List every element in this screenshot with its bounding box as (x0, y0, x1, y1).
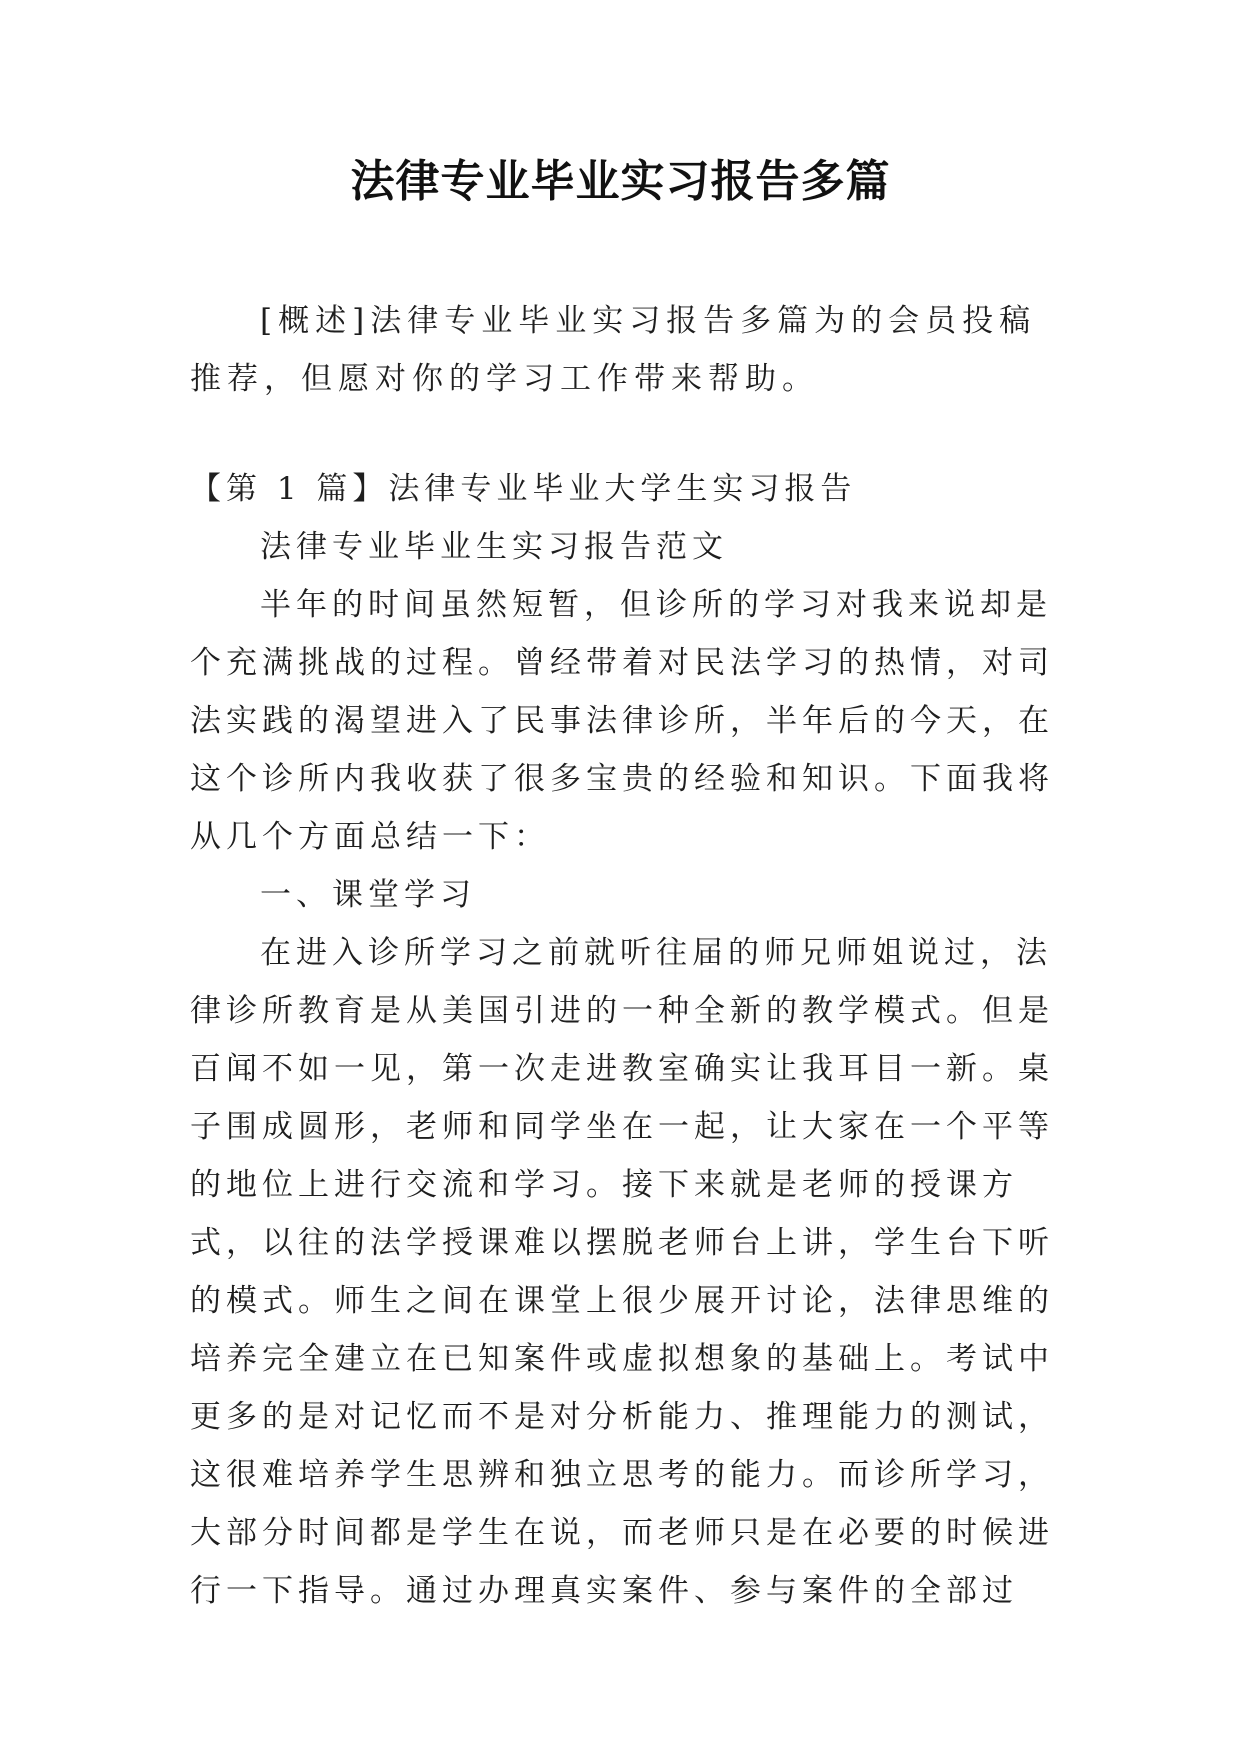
document-title: 法律专业毕业实习报告多篇 (350, 156, 891, 207)
summary-block (190, 292, 1060, 408)
section-heading: 一、课堂学习 (260, 877, 476, 913)
article-subtitle: 法律专业毕业生实习报告范文 (260, 529, 728, 565)
article-heading: 【第 1 篇】法律专业毕业大学生实习报告 (190, 471, 857, 507)
body-paragraph: 在进入诊所学习之前就听往届的师兄师姐说过，法律诊所教育是从美国引进的一种全新的教学模式。但是百闻不如一见，第一次走进教室确实让我耳目一新。桌子围成圆形，老师和同学坐在一起，让大家在一个平等的地位上进行交流和学习。接下来就是老师的授课方式，以往的法学授课难以摆脱老师台上讲，学生台下听的模式。师生之间在课堂上很少展开讨论，法律思维的培养完全建立在已知案件或虚拟想象的基础上。考试中更多的是对记忆而不是对分析能力、推理能力的测试，这很难培养学生思辨和独立思考的能力。而诊所学习，大部分时间都是学生在说，而老师只是在必要的时候进行一下指导。通过办理真实案件、参与案件的全部过 (190, 935, 1054, 1609)
body-paragraph: 半年的时间虽然短暂，但诊所的学习对我来说却是个充满挑战的过程。曾经带着对民法学习的热情，对司法实践的渴望进入了民事法律诊所，半年后的今天，在这个诊所内我收获了很多宝贵的经验和知识。下面我将从几个方面总结一下： (190, 587, 1054, 855)
article-content (190, 460, 1060, 1620)
summary-paragraph: [概述]法律专业毕业实习报告多篇为的会员投稿推荐，但愿对你的学习工作带来帮助。 (190, 303, 1037, 397)
